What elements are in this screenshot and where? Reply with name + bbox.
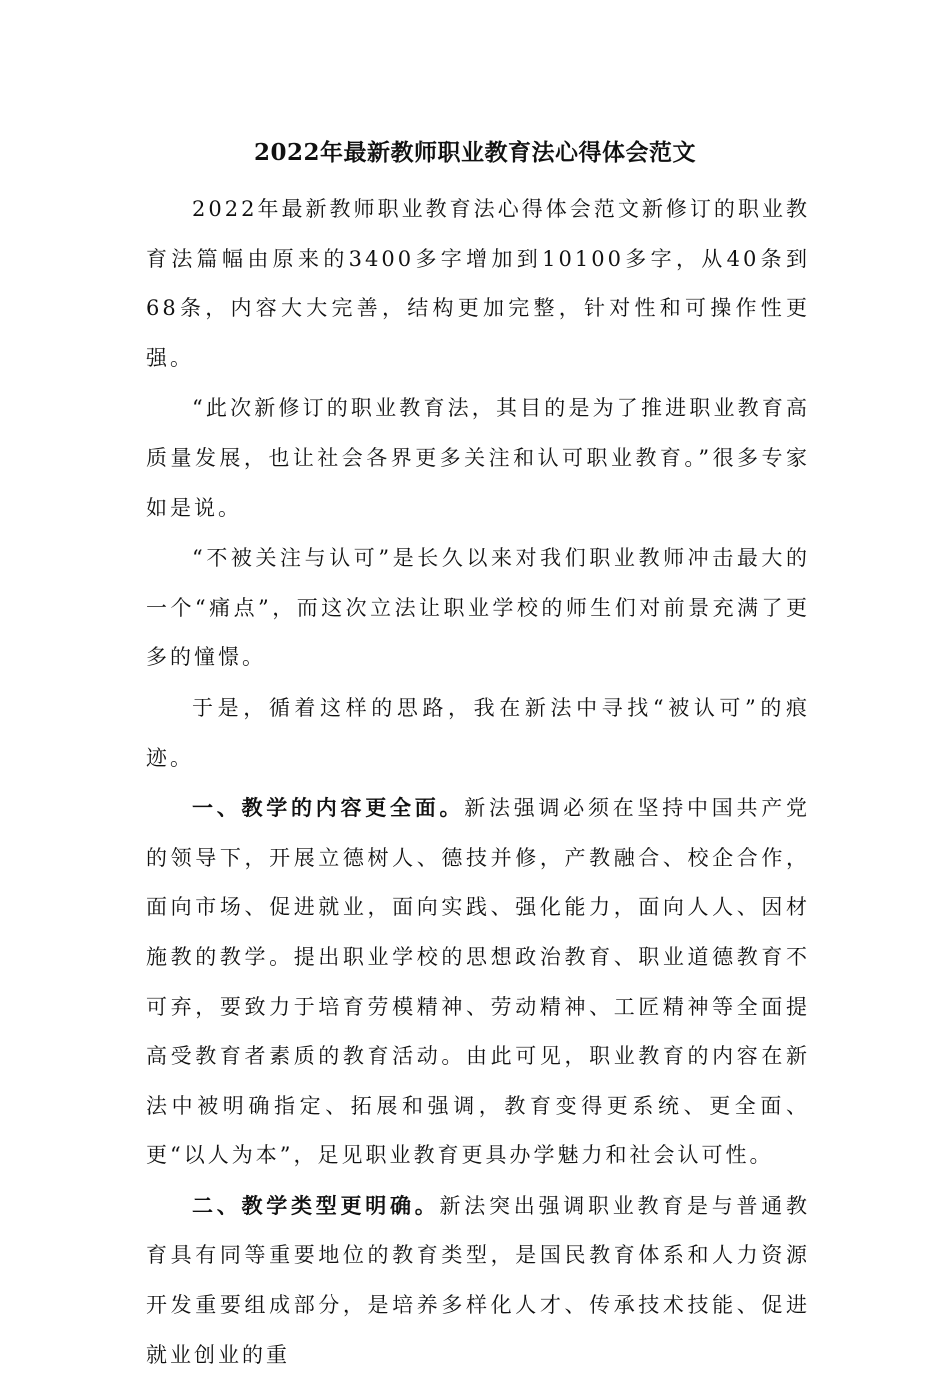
- paragraph-text: “不被关注与认可”是长久以来对我们职业教师冲击最大的一个“痛点”，而这次立法让职业学校的师生们对前景充满了更多的憧憬。: [146, 546, 810, 670]
- paragraph: [146, 383, 810, 533]
- paragraph: [146, 683, 810, 783]
- paragraph-text: 于是，循着这样的思路，我在新法中寻找“被认可”的痕迹。: [146, 695, 810, 770]
- paragraph: [146, 533, 810, 683]
- paragraph: [146, 1181, 810, 1380]
- paragraph-heading: 二、教学类型更明确。: [192, 1192, 440, 1218]
- document-body: [146, 184, 810, 1380]
- document-title: 2022年最新教师职业教育法心得体会范文: [253, 139, 696, 166]
- paragraph-text: 新法强调必须在坚持中国共产党的领导下，开展立德树人、德技并修，产教融合、校企合作，面向市场、促进就业，面向实践、强化能力，面向人人、因材施教的教学。提出职业学校的思想政治教育、职业道德教育不可弃，要致力于培育劳模精神、劳动精神、工匠精神等全面提高受教育者素质的教育活动。由此可见，职业教育的内容在新法中被明确指定、拓展和强调，教育变得更系统、更全面、更“以人为本”，足见职业教育更具办学魅力和社会认可性。: [146, 796, 810, 1168]
- paragraph-text: 新法突出强调职业教育是与普通教育具有同等重要地位的教育类型，是国民教育体系和人力资源开发重要组成部分，是培养多样化人才、传承技术技能、促进就业创业的重: [146, 1193, 810, 1367]
- paragraph-heading: 一、教学的内容更全面。: [192, 795, 465, 821]
- paragraph-text: 2022年最新教师职业教育法心得体会范文新修订的职业教育法篇幅由原来的3400多字增加到10100多字，从40条到68条，内容大大完善，结构更加完整，针对性和可操作性更强。: [146, 197, 810, 370]
- paragraph: [146, 184, 810, 383]
- paragraph-text: “此次新修订的职业教育法，其目的是为了推进职业教育高质量发展，也让社会各界更多关注和认可职业教育。”很多专家如是说。: [146, 396, 810, 520]
- paragraph: [146, 783, 810, 1181]
